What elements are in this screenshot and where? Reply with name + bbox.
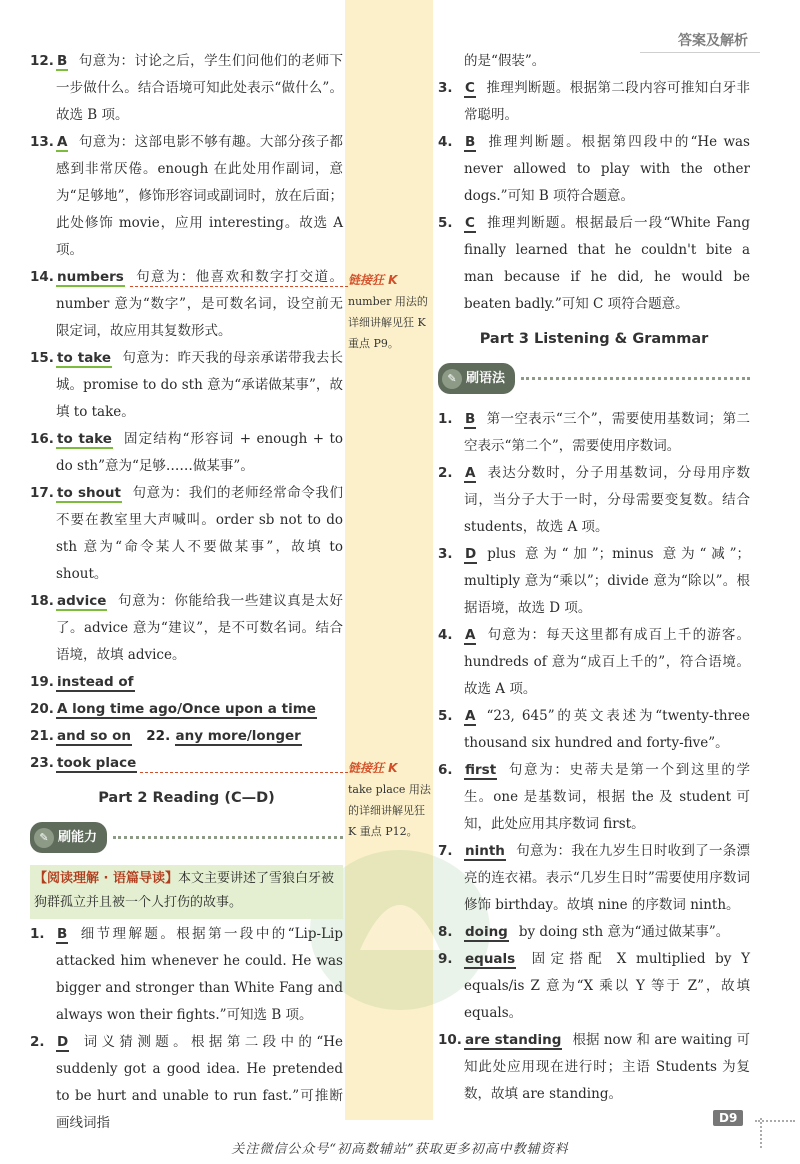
grammar-item-7 (438, 838, 750, 919)
item-number: 10. (438, 1032, 462, 1048)
reading-guide-box (30, 865, 343, 919)
link-line-2 (140, 772, 348, 773)
item-number: 20. (30, 701, 54, 717)
section-badge-ability (30, 822, 343, 853)
guide-text: 本文主要讲述了雪狼白牙被狗群孤立并且被一个人打伤的故事。 (34, 871, 335, 910)
item-answer: equals (465, 951, 516, 967)
side-note-take-place (348, 758, 432, 842)
left-column (30, 48, 343, 1137)
answer-item-17 (30, 480, 343, 588)
item-number: 2. (30, 1034, 45, 1050)
answer-item-20 (30, 696, 343, 723)
answer-item-16 (30, 426, 343, 480)
item-explanation: 句意为：这部电影不够有趣。大部分孩子都感到非常厌倦。enough 在此处用作副词，意为“足够地”，修饰形容词或副词时，放在后面；此处修饰 movie，应用 interesting。故选 A 项。 (56, 134, 343, 258)
item-answer: B (465, 134, 476, 150)
item-answer: A long time ago/Once upon a time (57, 701, 316, 717)
reading-item-1 (30, 921, 343, 1029)
item-answer: B (465, 411, 476, 427)
item-explanation: 推理判断题。根据最后一段“White Fang finally learned that he couldn't bite a man because if he did, he would be beaten badly.”可知 C 项符合题意。 (464, 215, 750, 312)
item-explanation: 句意为：每天这里都有成百上千的游客。hundreds of 意为“成百上千的”，符合语境。故选 A 项。 (464, 627, 750, 697)
item-answer: A (465, 465, 476, 481)
item-answer: D (465, 546, 477, 562)
item-answer: instead of (57, 674, 134, 690)
item-answer: to take (57, 350, 112, 366)
section-heading-part2: Part 2 Reading (C—D) (98, 790, 275, 806)
item-number: 6. (438, 762, 453, 778)
item-number: 17. (30, 485, 54, 501)
item-answer: B (57, 926, 68, 942)
grammar-item-1 (438, 406, 750, 460)
item-answer: and so on (57, 728, 131, 744)
item-explanation: 句意为：讨论之后，学生们问他们的老师下一步做什么。结合语境可知此处表示“做什么”。故选 B 项。 (56, 53, 343, 123)
section-heading-part3: Part 3 Listening & Grammar (479, 331, 709, 347)
brush-icon: ✎ (34, 828, 54, 848)
item-answer: A (465, 627, 476, 643)
reading-item-3 (438, 75, 750, 129)
item-number: 2. (438, 465, 453, 481)
item-number: 21. (30, 728, 54, 744)
item-number: 9. (438, 951, 453, 967)
item-number: 22. (146, 728, 171, 744)
dotted-divider (113, 836, 343, 839)
item-number: 3. (438, 546, 453, 562)
grammar-item-2 (438, 460, 750, 541)
grammar-item-9 (438, 946, 750, 1027)
item-number: 16. (30, 431, 54, 447)
header-title: 答案及解析 (678, 33, 748, 49)
grammar-item-6 (438, 757, 750, 838)
item-answer: to take (57, 431, 112, 447)
item-explanation: 句意为：我在九岁生日时收到了一条漂亮的连衣裙。表示“几岁生日时”需要使用序数词修饰 birthday。故填 nine 的序数词 ninth。 (464, 843, 750, 913)
answer-item-13 (30, 129, 343, 264)
badge-pill (438, 363, 515, 394)
link-line-1 (130, 286, 348, 287)
item-explanation: 句意为：我们的老师经常命令我们不要在教室里大声喊叫。order sb not to do sth 意为“命令某人不要做某事”，故填 to shout。 (56, 485, 343, 582)
item-number: 15. (30, 350, 54, 366)
item-number: 4. (438, 134, 453, 150)
item-answer: first (465, 762, 497, 778)
reading-item-5 (438, 210, 750, 318)
item-answer: A (465, 708, 476, 724)
answer-item-21-22 (30, 723, 343, 750)
item-explanation: 句意为：他喜欢和数字打交道。number 意为“数字”，是可数名词，设空前无限定词，故应用其复数形式。 (56, 269, 343, 339)
side-note-title: 链接狂 K (348, 273, 398, 287)
item-answer: A (57, 134, 68, 150)
item-answer: to shout (57, 485, 121, 501)
item-answer: doing (465, 924, 508, 940)
side-note-title: 链接狂 K (348, 761, 398, 775)
item-number: 14. (30, 269, 54, 285)
answer-item-12 (30, 48, 343, 129)
item-number: 7. (438, 843, 453, 859)
answer-item-15 (30, 345, 343, 426)
item-number: 13. (30, 134, 54, 150)
item-number: 4. (438, 627, 453, 643)
item-explanation: plus 意为“加”；minus 意为“减”；multiply 意为“乘以”；divide 意为“除以”。根据语境，故选 D 项。 (464, 546, 750, 616)
item-explanation: 的是“假装”。 (464, 53, 546, 69)
dotted-divider (521, 377, 750, 380)
page-number: D9 (713, 1110, 743, 1126)
item-explanation: 句意为：史蒂夫是第一个到这里的学生。one 是基数词，根据 the 及 student 可知，此处应用其序数词 first。 (464, 762, 750, 832)
item-explanation: 固定搭配 X multiplied by Y equals/is Z 意为“X 乘以 Y 等于 Z”，故填 equals。 (464, 951, 750, 1021)
grammar-item-4 (438, 622, 750, 703)
side-note-text: take place 用法的详细讲解见狂 K 重点 P12。 (348, 783, 431, 838)
answer-item-19 (30, 669, 343, 696)
item-explanation: 推理判断题。根据第二段内容可推知白牙非常聪明。 (464, 80, 750, 123)
item-explanation: 句意为：昨天我的母亲承诺带我去长城。promise to do sth 意为“承诺做某事”，故填 to take。 (56, 350, 344, 420)
item-number: 5. (438, 708, 453, 724)
reading-item-4 (438, 129, 750, 210)
grammar-item-5 (438, 703, 750, 757)
item-answer: any more/longer (175, 728, 301, 744)
badge-pill (30, 822, 107, 853)
right-column (438, 48, 750, 1108)
item-explanation: 词义猜测题。根据第二段中的“He suddenly got a good idea. He pretended to be hurt and unable to run fast.”可推断画线词指 (56, 1034, 343, 1131)
brush-icon: ✎ (442, 369, 462, 389)
item-explanation: 表达分数时，分子用基数词，分母用序数词，当分子大于一时，分母需要变复数。结合 students，故选 A 项。 (464, 465, 750, 535)
answer-item-14 (30, 264, 343, 345)
badge-label: 刷语法 (466, 371, 506, 386)
item-number: 1. (438, 411, 453, 427)
section-badge-grammar (438, 363, 750, 394)
guide-label: 【阅读理解 · 语篇导读】 (34, 871, 178, 886)
grammar-item-8 (438, 919, 750, 946)
item-answer: ninth (465, 843, 505, 859)
item-answer: are standing (465, 1032, 562, 1048)
item-explanation: by doing sth 意为“通过做某事”。 (518, 924, 730, 940)
item-explanation: 句意为：你能给我一些建议真是太好了。advice 意为“建议”，是不可数名词。结合语境，故填 advice。 (56, 593, 343, 663)
item-number: 5. (438, 215, 453, 231)
footer-note: 关注微信公众号“初高数辅站”获取更多初高中教辅资料 (231, 1142, 569, 1157)
item-answer: numbers (57, 269, 124, 285)
side-note-number (348, 270, 432, 354)
item-answer: C (465, 215, 475, 231)
item-number: 1. (30, 926, 45, 942)
item-explanation: 第一空表示“三个”，需要使用基数词；第二空表示“第二个”，需要使用序数词。 (464, 411, 750, 454)
item-answer: D (57, 1034, 69, 1050)
item-explanation: 固定结构“形容词 + enough + to do sth”意为“足够……做某事”。 (56, 431, 343, 474)
side-note-text: number 用法的详细讲解见狂 K 重点 P9。 (348, 295, 428, 350)
reading-item-2-continued (438, 48, 750, 75)
item-explanation: “23, 645”的英文表述为“twenty-three thousand six hundred and forty-five”。 (464, 708, 750, 751)
item-explanation: 根据 now 和 are waiting 可知此处应用现在进行时；主语 Students 为复数，故填 are standing。 (464, 1032, 751, 1102)
item-number: 8. (438, 924, 453, 940)
item-number: 18. (30, 593, 54, 609)
grammar-item-10 (438, 1027, 750, 1108)
item-answer: advice (57, 593, 107, 609)
reading-item-2 (30, 1029, 343, 1137)
item-number: 12. (30, 53, 54, 69)
item-answer: B (57, 53, 68, 69)
item-answer: C (465, 80, 475, 96)
grammar-item-3 (438, 541, 750, 622)
item-number: 19. (30, 674, 54, 690)
item-answer: took place (57, 755, 137, 771)
item-explanation: 细节理解题。根据第一段中的“Lip-Lip attacked him whenever he could. He was bigger and stronger than White Fang and always won their fights.”可知选 B 项。 (56, 926, 343, 1023)
item-number: 23. (30, 755, 54, 771)
badge-label: 刷能力 (58, 830, 98, 845)
item-number: 3. (438, 80, 453, 96)
item-explanation: 推理判断题。根据第四段中的“He was never allowed to play with the other dogs.”可知 B 项符合题意。 (464, 134, 750, 204)
answer-item-18 (30, 588, 343, 669)
